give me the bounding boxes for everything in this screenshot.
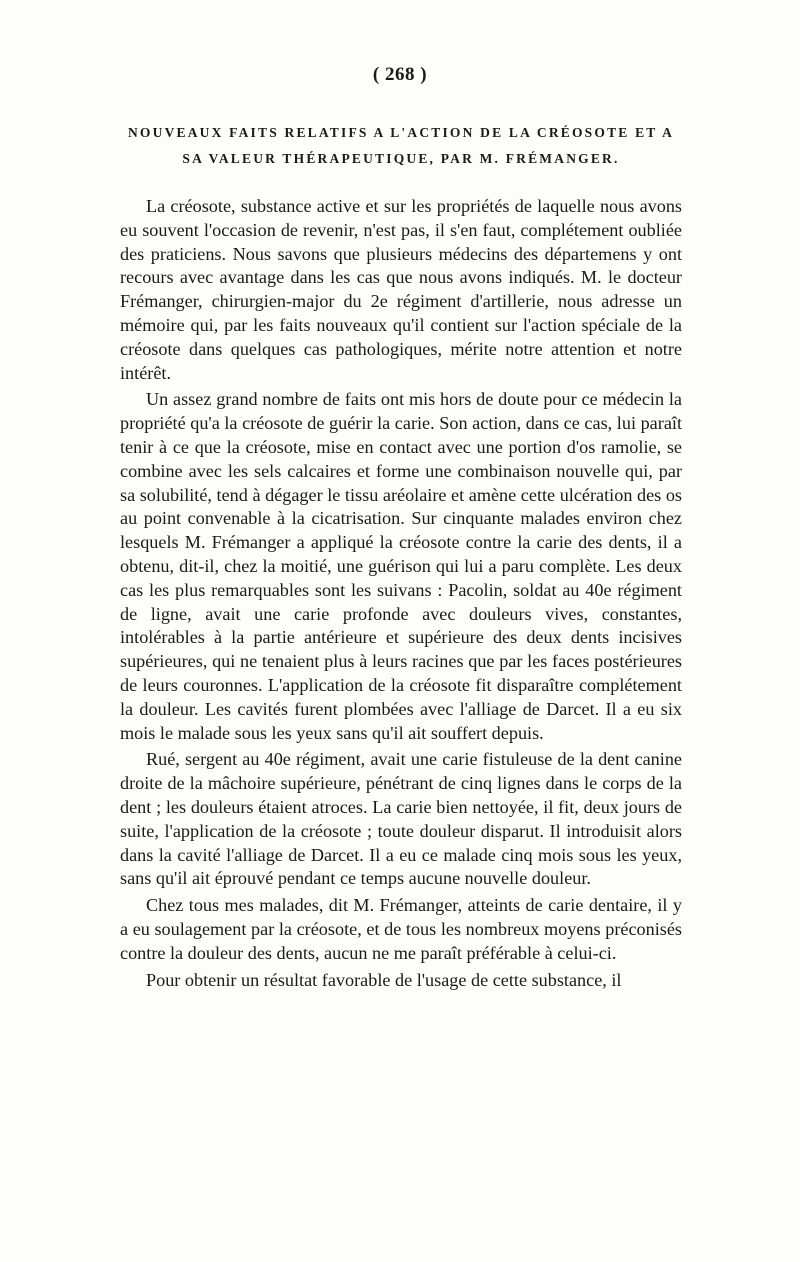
paragraph-2: Un assez grand nombre de faits ont mis hors de doute pour ce médecin la propriété qu'a la créosote de guérir la carie. Son action, dans ce cas, lui paraît tenir à ce que la créosote, mise en contact avec une portion d'os ramolie, se combine avec les sels calcaires et forme une combinaison nouvelle qui, par sa solubilité, tend à dégager le tissu aréolaire et amène cette ulcération des os au point convenable à la cicatrisation. Sur cinquante malades environ chez lesquels M. Frémanger a appliqué la créosote contre la carie des dents, il a obtenu, dit-il, chez la moitié, une guérison qui lui a paru complète. Les deux cas les plus remarquables sont les suivans : Pacolin, soldat au 40e régiment de ligne, avait une carie profonde avec douleurs vives, constantes, intolérables à la partie antérieure et supérieure des deux dents incisives supérieures, qui ne tenaient plus à leurs racines que par les faces postérieures de leurs couronnes. L'application de la créosote fit disparaître complétement la douleur. Les cavités furent plombées avec l'alliage de Darcet. Il a eu six mois le malade sous les yeux sans qu'il ait souffert depuis. bbox=[120, 389, 682, 743]
page-number: ( 268 ) bbox=[372, 64, 428, 85]
paragraph-1: La créosote, substance active et sur les propriétés de laquelle nous avons eu souvent l'occasion de revenir, n'est pas, il s'en faut, complétement oubliée des praticiens. Nous savons que plusieurs médecins des départemens y ont recours avec avantage dans les cas que nous avons indiqués. M. le docteur Frémanger, chirurgien-major du 2e régiment d'artillerie, nous adresse un mémoire qui, par les faits nouveaux qu'il contient sur l'action spéciale de la créosote dans quelques cas pathologiques, mérite notre attention et notre intérêt. bbox=[120, 196, 682, 383]
article-heading bbox=[120, 120, 682, 172]
paragraph-5: Pour obtenir un résultat favorable de l'usage de cette substance, il bbox=[146, 969, 622, 990]
paragraph-4: Chez tous mes malades, dit M. Frémanger, atteints de carie dentaire, il y a eu soulagement par la créosote, et de tous les nombreux moyens préconisés contre la douleur des dents, aucun ne me paraît préférable à celui-ci. bbox=[120, 895, 682, 963]
paragraph-3: Rué, sergent au 40e régiment, avait une carie fistuleuse de la dent canine droite de la mâchoire supérieure, pénétrant de cinq lignes dans le corps de la dent ; les douleurs étaient atroces. La carie bien nettoyée, il fit, deux jours de suite, l'application de la créosote ; toute douleur disparut. Il introduisit alors dans la cavité l'alliage de Darcet. Il a eu ce malade cinq mois sous les yeux, sans qu'il ait éprouvé pendant ce temps aucune nouvelle douleur. bbox=[120, 749, 682, 889]
article-body bbox=[120, 195, 682, 992]
heading-line-1: NOUVEAUX FAITS RELATIFS A L'ACTION DE LA CRÉOSOTE ET A bbox=[127, 125, 675, 140]
heading-line-2: SA VALEUR THÉRAPEUTIQUE, PAR M. FRÉMANGER. bbox=[182, 151, 620, 166]
